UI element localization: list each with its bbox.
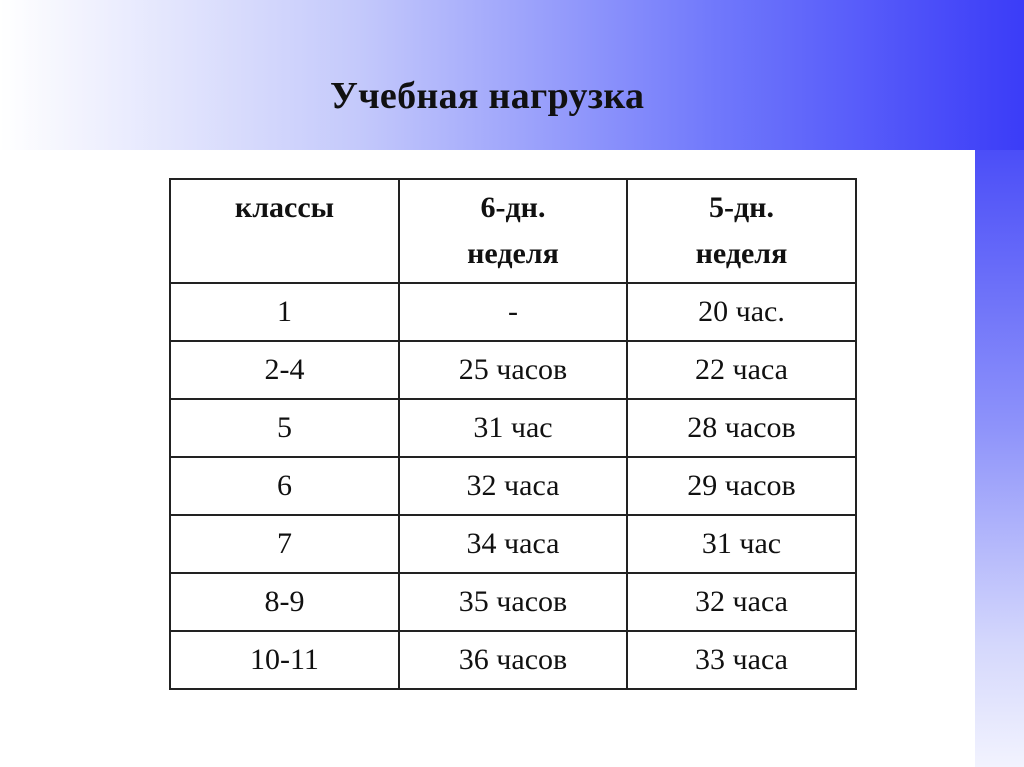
table-row (170, 631, 856, 689)
cell-grade: 7 (170, 515, 399, 573)
table-row (170, 399, 856, 457)
study-load-table (169, 178, 857, 690)
header-cell-classes (170, 179, 399, 283)
table-row (170, 573, 856, 631)
header-text: неделя (467, 237, 559, 270)
cell-5-day-hours: 32 часа (627, 573, 856, 631)
cell-grade: 1 (170, 283, 399, 341)
cell-grade: 2-4 (170, 341, 399, 399)
cell-6-day-hours: 32 часа (399, 457, 627, 515)
header-text: 6-дн. (480, 191, 546, 224)
cell-5-day-hours: 33 часа (627, 631, 856, 689)
cell-6-day-hours: 25 часов (399, 341, 627, 399)
cell-grade: 6 (170, 457, 399, 515)
table-row (170, 515, 856, 573)
cell-grade: 5 (170, 399, 399, 457)
table-header-row (170, 179, 856, 283)
header-text: неделя (695, 237, 788, 270)
cell-6-day-hours: 34 часа (399, 515, 627, 573)
cell-grade: 8-9 (170, 573, 399, 631)
slide-title: Учебная нагрузка (330, 75, 645, 117)
cell-6-day-hours: 31 час (399, 399, 627, 457)
cell-5-day-hours: 28 часов (627, 399, 856, 457)
cell-grade: 10-11 (170, 631, 399, 689)
right-gradient-bar (975, 150, 1024, 767)
cell-5-day-hours: 29 часов (627, 457, 856, 515)
cell-6-day-hours: 36 часов (399, 631, 627, 689)
header-cell-5-day-week (627, 179, 856, 283)
table-row (170, 341, 856, 399)
cell-5-day-hours: 31 час (627, 515, 856, 573)
table-row (170, 283, 856, 341)
header-cell-6-day-week (399, 179, 627, 283)
cell-5-day-hours: 20 час. (627, 283, 856, 341)
cell-6-day-hours: - (399, 283, 627, 341)
cell-6-day-hours: 35 часов (399, 573, 627, 631)
cell-5-day-hours: 22 часа (627, 341, 856, 399)
header-text: 5-дн. (709, 191, 774, 224)
table-row (170, 457, 856, 515)
header-text: классы (234, 191, 335, 224)
